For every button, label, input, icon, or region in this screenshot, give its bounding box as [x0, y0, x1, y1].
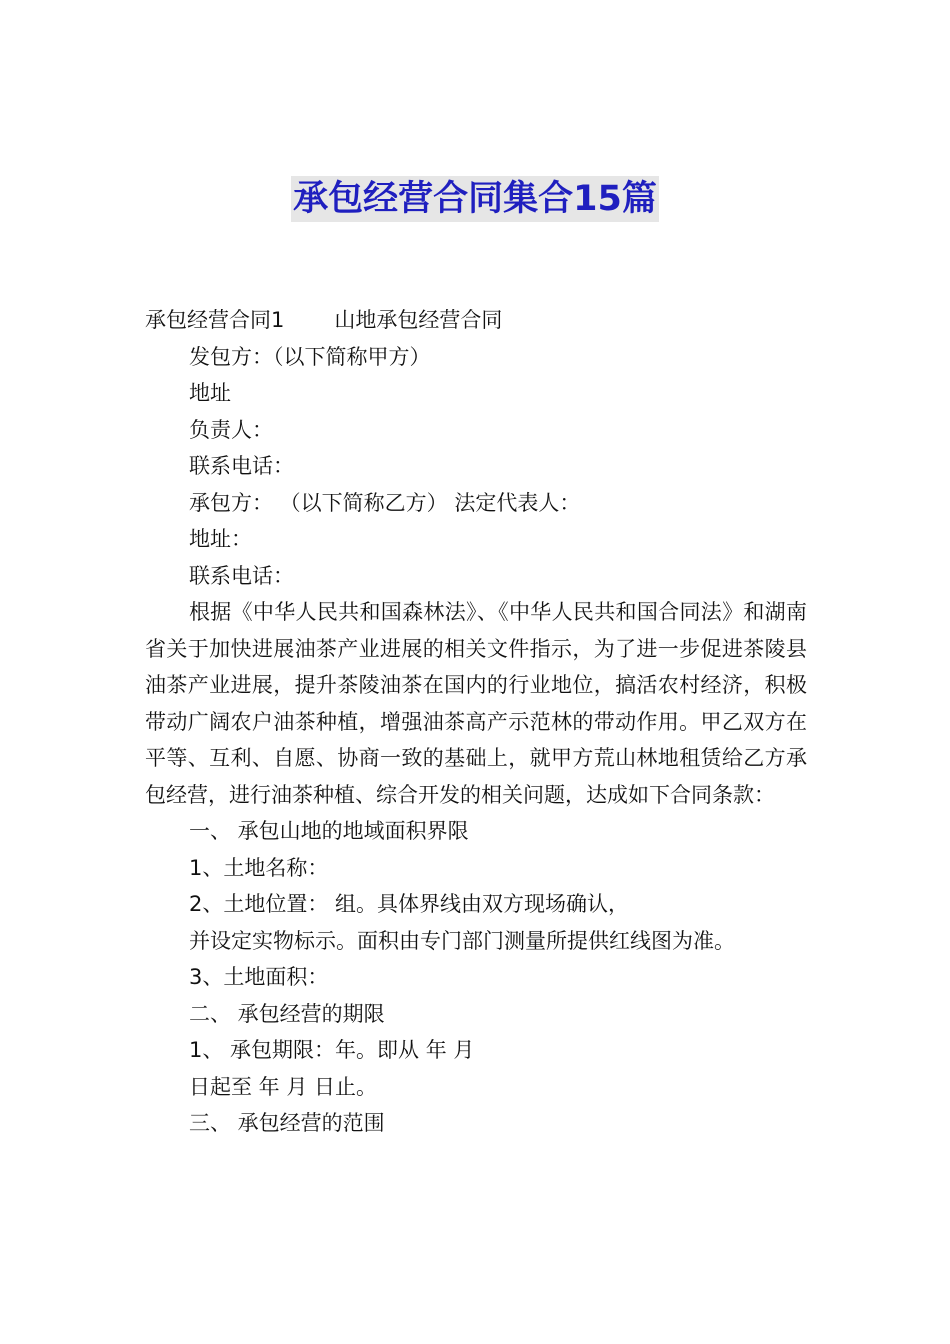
document-title-text: 承包经营合同集合15篇	[291, 176, 659, 222]
party-a-phone-line: 联系电话：	[189, 454, 294, 478]
section-heading-line	[145, 302, 807, 339]
document-title	[0, 176, 950, 222]
party-a-address-line: 地址	[189, 381, 231, 405]
party-b-line: 承包方： （以下简称乙方） 法定代表人：	[189, 490, 581, 515]
section-subheading: 山地承包经营合同	[334, 308, 503, 332]
clause-1-1: 1、土地名称：	[189, 855, 329, 880]
clause-2-title: 二、 承包经营的期限	[189, 1001, 385, 1026]
party-b-phone-line: 联系电话：	[189, 563, 294, 588]
party-a-person-line: 负责人：	[189, 417, 273, 442]
party-a-line: 发包方：（以下简称甲方）	[189, 344, 431, 369]
preamble-paragraph: 根据《中华人民共和国森林法》、《中华人民共和国合同法》和湖南省关于加快进展油茶产业进展的相关文件指示，为了进一步促进茶陵县油茶产业进展，提升茶陵油茶在国内的行业地位，搞活农村经济，积极带动广阔农户油茶种植，增强油茶高产示范林的带动作用。甲乙双方在平等、互利、自愿、协商一致的基础上，就甲方荒山林地租赁给乙方承包经营，进行油茶种植、综合开发的相关问题，达成如下合同条款：	[145, 600, 807, 807]
clause-1-title: 一、 承包山地的地域面积界限	[189, 819, 469, 843]
clause-1-2-continued: 并设定实物标示。面积由专门部门测量所提供红线图为准。	[189, 928, 735, 953]
party-b-address-line: 地址：	[189, 527, 252, 551]
clause-3-title: 三、 承包经营的范围	[189, 1111, 385, 1135]
document-body	[145, 302, 807, 1142]
clause-2-1: 1、 承包期限：年。即从 年 月	[189, 1038, 475, 1062]
clause-2-1-continued: 日起至 年 月 日止。	[189, 1074, 378, 1099]
clause-1-3: 3、土地面积：	[189, 965, 329, 989]
section-heading: 承包经营合同1	[145, 308, 285, 332]
clause-1-2: 2、土地位置： 组。具体界线由双方现场确认，	[189, 892, 630, 916]
